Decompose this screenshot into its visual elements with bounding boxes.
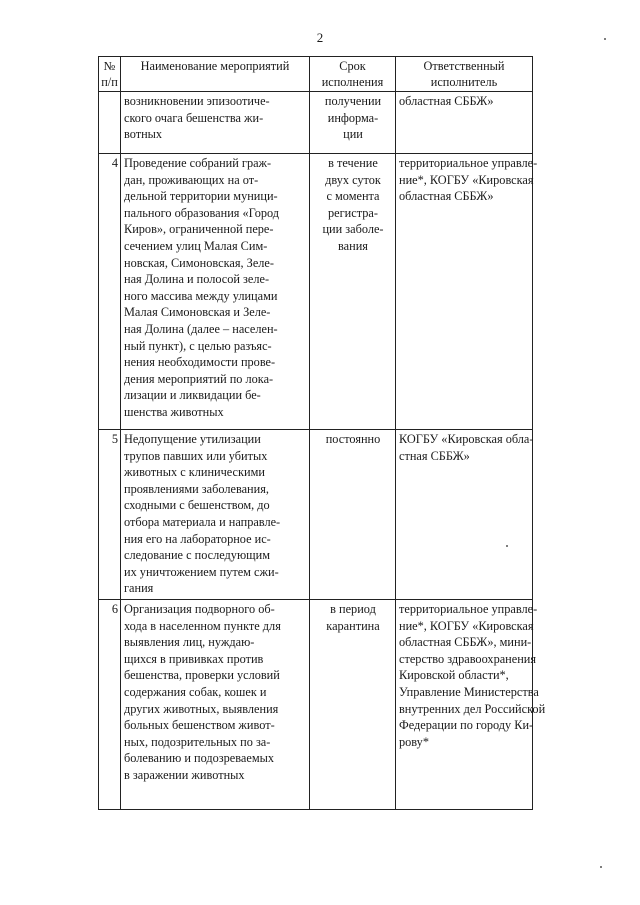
row-term: в период карантина xyxy=(310,600,396,810)
header-term: Срок исполнения xyxy=(310,57,396,92)
measures-table xyxy=(98,56,546,810)
table-header-row xyxy=(99,57,533,92)
row-responsible: территориальное управле- ние*, КОГБУ «Кировская областная СББЖ» xyxy=(396,154,533,430)
row-number xyxy=(99,92,121,154)
scan-speck xyxy=(600,866,602,868)
row-measure-name: Организация подворного об- хода в населенном пункте для выявления лиц, нуждаю- щихся в прививках против бешенства, проверки условий содержания собак, кошек и других животных, выявления больных бешенством живот- ных, подозрительных по за- болеванию и подозреваемых в заражении животных xyxy=(121,600,310,810)
row-responsible: областная СББЖ» xyxy=(396,92,533,154)
row-number: 4 xyxy=(99,154,121,430)
scan-speck xyxy=(604,38,606,40)
header-name: Наименование мероприятий xyxy=(121,57,310,92)
table-row xyxy=(99,92,533,154)
row-responsible: КОГБУ «Кировская обла- стная СББЖ» xyxy=(396,430,533,600)
table-row xyxy=(99,600,533,810)
row-measure-name: Недопущение утилизации трупов павших или убитых животных с клиническими проявлениями заболевания, сходными с бешенством, до отбора материала и направле- ния его на лабораторное ис- следование с последующим их уничтожением путем сжи- гания xyxy=(121,430,310,600)
row-term: постоянно xyxy=(310,430,396,600)
header-responsible: Ответственный исполнитель xyxy=(396,57,533,92)
row-measure-name: возникновении эпизоотиче- ского очага бешенства жи- вотных xyxy=(121,92,310,154)
row-measure-name: Проведение собраний граж- дан, проживающих на от- дельной территории муници- пального образования «Город Киров», ограниченной пере- сечением улиц Малая Сим- новская, Симоновская, Зеле- ная Долина и полосой зеле- ного массива между улицами Малая Симоновская и Зеле- ная Долина (далее – населен- ный пункт), с целью разъяс- нения необходимости прове- дения мероприятий по лока- лизации и ликвидации бе- шенства животных xyxy=(121,154,310,430)
row-term: в течение двух суток с момента регистра- ции заболе- вания xyxy=(310,154,396,430)
page-number: 2 xyxy=(316,30,324,45)
table-body xyxy=(99,92,546,810)
row-number: 6 xyxy=(99,600,121,810)
table-row xyxy=(99,154,533,430)
table-row xyxy=(99,430,533,600)
row-responsible: территориальное управле- ние*, КОГБУ «Кировская областная СББЖ», мини- стерство здравоохранения Кировской области*, Управление Министерства внутренних дел Российской Федерации по городу Ки- рову* xyxy=(396,600,533,810)
scan-speck xyxy=(506,545,508,547)
row-number: 5 xyxy=(99,430,121,600)
header-number: № п/п xyxy=(99,57,121,92)
row-term: получении информа- ции xyxy=(310,92,396,154)
